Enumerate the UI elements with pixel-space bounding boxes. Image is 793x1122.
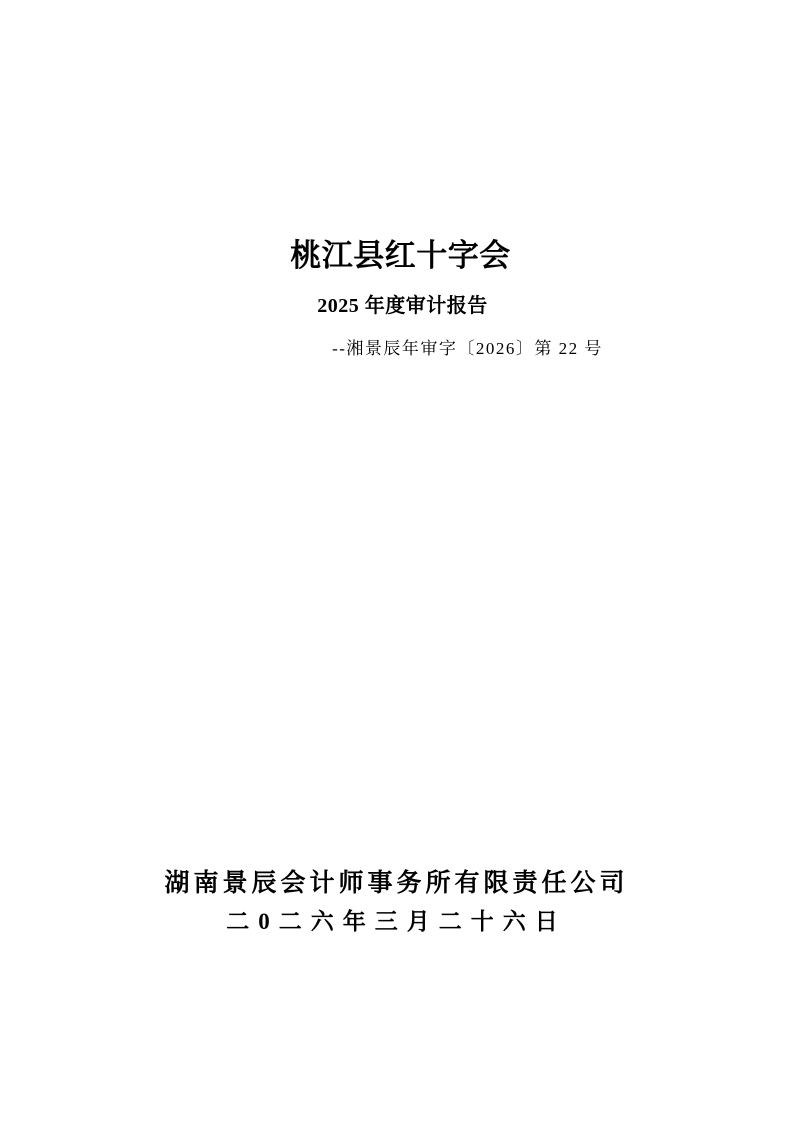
accounting-firm-name: 湖南景辰会计师事务所有限责任公司 — [164, 870, 629, 897]
report-subtitle: 2025 年度审计报告 — [317, 295, 488, 317]
report-date: 二0二六年三月二十六日 — [226, 909, 567, 934]
org-title: 桃江县红十字会 — [290, 238, 511, 273]
reference-number: --湘景辰年审字〔2026〕第 22 号 — [332, 339, 603, 358]
